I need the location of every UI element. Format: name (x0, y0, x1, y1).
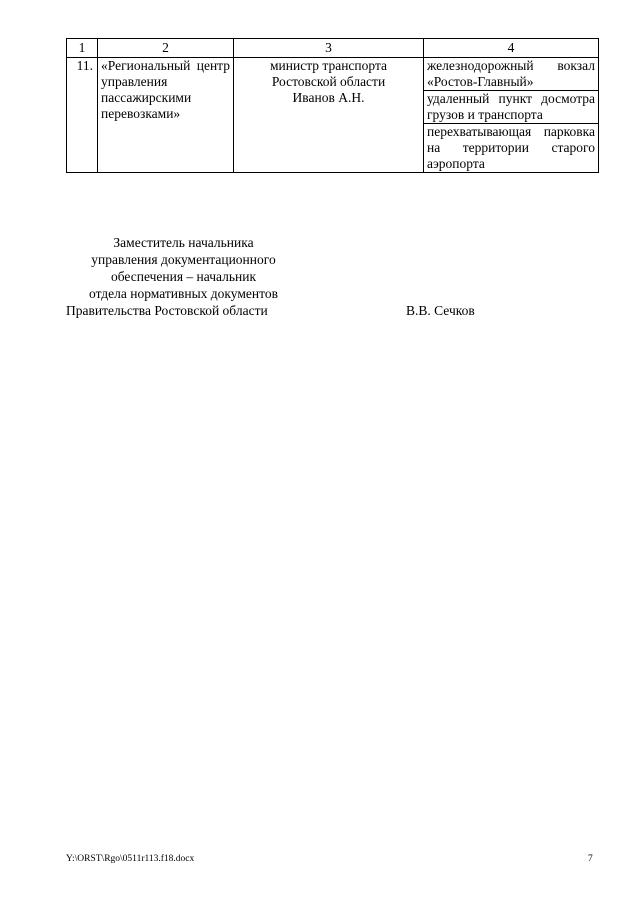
column-header-1: 1 (67, 39, 98, 58)
location-line: старого аэропорта (427, 140, 595, 171)
location-line: железнодорожный вокзал (427, 58, 595, 73)
official-cell (234, 58, 424, 173)
location-cell-inspection-point (424, 91, 599, 124)
organization-line: перевозками» (101, 106, 181, 121)
location-line: «Ростов-Главный» (427, 74, 534, 89)
signature-title-line: отдела нормативных документов (89, 286, 278, 301)
footer-file-path: Y:\ORST\Rgo\0511r113.f18.docx (66, 854, 195, 864)
column-header-3: 3 (234, 39, 424, 58)
official-line: Иванов А.Н. (292, 90, 365, 105)
organization-cell (98, 58, 234, 173)
signature-title-block (66, 234, 301, 302)
official-line: Ростовской области (271, 74, 386, 89)
signature-title-line: управления документационного (91, 252, 276, 267)
organization-line: пассажирскими (101, 90, 192, 105)
location-line: грузов и транспорта (427, 107, 543, 122)
location-line: удаленный пункт досмотра (427, 91, 595, 106)
organization-line: центр управления (101, 58, 230, 89)
location-cell-railway-station (424, 58, 599, 91)
signature-title-line: обеспечения – начальник (110, 269, 257, 284)
column-header-2: 2 (98, 39, 234, 58)
signature-title-last-line: Правительства Ростовской области (66, 303, 268, 318)
row-number: 11. (67, 58, 98, 173)
table-row (67, 58, 599, 91)
footer-page-number: 7 (588, 854, 593, 864)
column-header-4: 4 (424, 39, 599, 58)
location-line: перехватывающая (427, 124, 532, 139)
signature-title-line: Заместитель начальника (113, 235, 254, 250)
official-line: министр транспорта (269, 58, 388, 73)
responsibility-table (66, 38, 599, 173)
table-header-row (67, 39, 599, 58)
location-line: парковка на территории (427, 124, 595, 155)
signer-name: В.В. Сечков (406, 303, 475, 318)
location-cell-parking (424, 124, 599, 173)
organization-line: «Региональный (101, 58, 191, 73)
